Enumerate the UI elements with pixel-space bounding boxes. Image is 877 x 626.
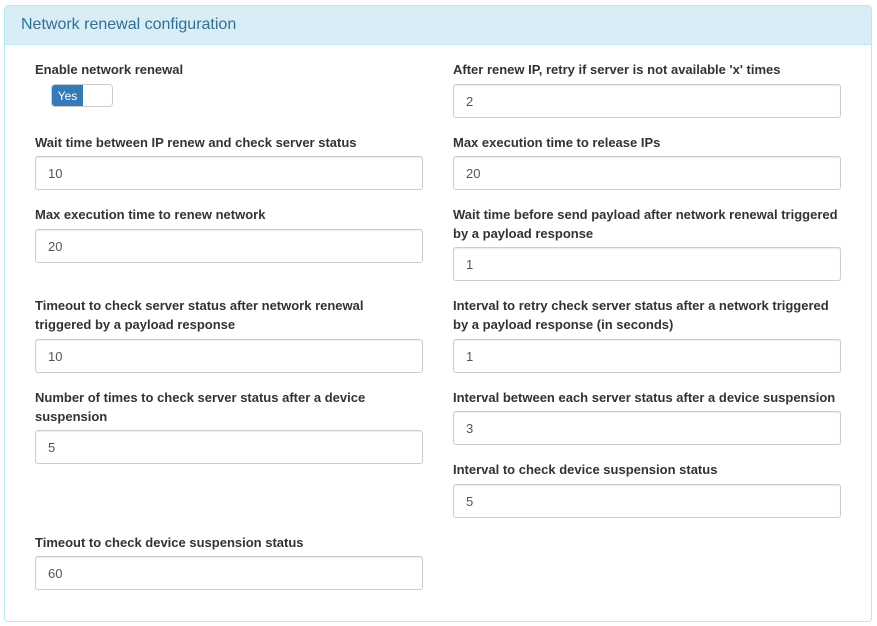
panel-title: Network renewal configuration — [21, 16, 237, 33]
timeout-suspension-input[interactable] — [35, 556, 423, 590]
timeout-check-payload-label: Timeout to check server status after network renewal triggered by a payload response — [35, 298, 364, 332]
panel-heading — [5, 6, 871, 45]
timeout-check-payload-input[interactable] — [35, 339, 423, 373]
wait-payload-input[interactable] — [453, 247, 841, 281]
retry-times-label: After renew IP, retry if server is not available 'x' times — [453, 62, 781, 77]
enable-network-renewal-toggle[interactable] — [51, 84, 113, 107]
max-release-label: Max execution time to release IPs — [453, 135, 661, 150]
interval-check-suspension-input[interactable] — [453, 484, 841, 518]
toggle-yes-label: Yes — [52, 85, 83, 106]
enable-network-renewal-label: Enable network renewal — [35, 62, 184, 77]
interval-server-suspension-label: Interval between each server status after a device suspension — [453, 390, 836, 405]
wait-payload-label: Wait time before send payload after network renewal triggered by a payload response — [453, 207, 838, 241]
wait-renew-check-input[interactable] — [35, 156, 423, 190]
max-renew-input[interactable] — [35, 229, 423, 263]
interval-retry-payload-input[interactable] — [453, 339, 841, 373]
retry-times-input[interactable] — [453, 84, 841, 118]
wait-renew-check-label: Wait time between IP renew and check server status — [35, 135, 357, 150]
num-check-suspension-input[interactable] — [35, 430, 423, 464]
interval-server-suspension-input[interactable] — [453, 411, 841, 445]
interval-check-suspension-label: Interval to check device suspension status — [453, 462, 718, 477]
num-check-suspension-label: Number of times to check server status after a device suspension — [35, 390, 366, 424]
timeout-suspension-label: Timeout to check device suspension status — [35, 535, 304, 550]
toggle-handle — [83, 85, 112, 106]
max-renew-label: Max execution time to renew network — [35, 207, 266, 222]
interval-retry-payload-label: Interval to retry check server status after a network triggered by a payload response (in seconds) — [453, 298, 829, 332]
max-release-input[interactable] — [453, 156, 841, 190]
